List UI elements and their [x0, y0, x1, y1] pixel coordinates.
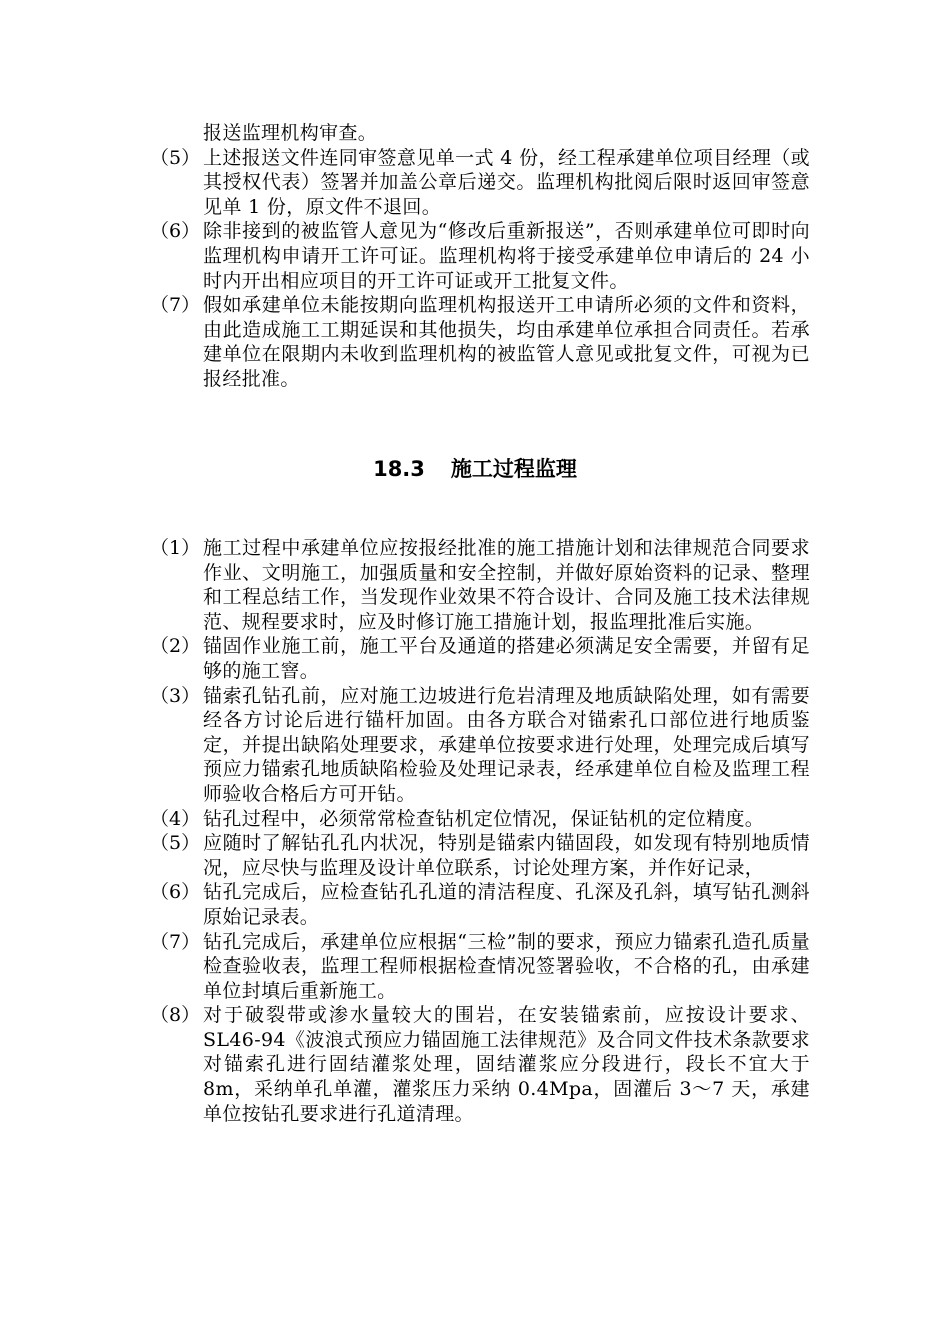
item-text: 施工过程中承建单位应按报经批准的施工措施计划和法律规范合同要求作业、文明施工，加强质量和安全控制，并做好原始资料的记录、整理和工程总结工作，当发现作业效果不符合设计、合同及施工技术法律规范、规程要求时，应及时修订施工措施计划，报监理批准后实施。 — [203, 537, 810, 633]
item-number: （3） — [150, 684, 201, 707]
item-text: 锚固作业施工前，施工平台及通道的搭建必须满足安全需要，并留有足够的施工窨。 — [203, 635, 810, 682]
list-item-7 — [150, 293, 810, 391]
continuation-text: 报送监理机构审查。 — [203, 122, 378, 144]
list-item-5 — [150, 146, 810, 220]
item-text: 钻孔过程中，必须常常检查钻机定位情况，保证钻机的定位精度。 — [203, 807, 765, 830]
item-text: 上述报送文件连同审签意见单一式 4 份，经工程承建单位项目经理（或其授权代表）签署并加盖公章后递交。监理机构批阅后限时返回审签意见单 1 份，原文件不退回。 — [203, 146, 810, 218]
heading-number: 18.3 — [373, 457, 425, 481]
item-text: 钻孔完成后，承建单位应根据“三检”制的要求，预应力锚索孔造孔质量检查验收表，监理工程师根据检查情况签署验收，不合格的孔，由承建单位封填后重新施工。 — [203, 930, 810, 1002]
list-item-2 — [150, 634, 810, 683]
list-item-4 — [150, 807, 810, 832]
item-number: （8） — [150, 1004, 201, 1027]
item-text: 钻孔完成后，应检查钻孔孔道的清洁程度、孔深及孔斜，填写钻孔测斜原始记录表。 — [203, 881, 810, 928]
list-item-1 — [150, 536, 810, 634]
section-heading — [0, 455, 950, 483]
item-text: 假如承建单位未能按期向监理机构报送开工申请所必须的文件和资料，由此造成施工工期延误和其他损失，均由承建单位承担合同责任。若承建单位在限期内未收到监理机构的被监管人意见或批复文件，可视为已报经批准。 — [203, 294, 810, 390]
continuation-paragraph — [150, 121, 810, 146]
item-text: 锚索孔钻孔前，应对施工边坡进行危岩清理及地质缺陷处理，如有需要经各方讨论后进行锚杆加固。由各方联合对锚索孔口部位进行地质鉴定，并提出缺陷处理要求，承建单位按要求进行处理，处理完成后填写预应力锚索孔地质缺陷检验及处理记录表，经承建单位自检及监理工程师验收合格后方可开钻。 — [203, 684, 810, 805]
item-number: （1） — [150, 537, 201, 559]
list-item-5 — [150, 831, 810, 880]
item-text: 应随时了解钻孔孔内状况，特别是锚索内锚固段，如发现有特别地质情况，应尽快与监理及设计单位联系，讨论处理方案，并作好记录， — [203, 832, 810, 879]
section-1 — [150, 121, 810, 392]
item-number: （6） — [150, 881, 201, 904]
list-item-3 — [150, 684, 810, 807]
item-number: （2） — [150, 635, 201, 658]
item-text: 除非接到的被监管人意见为“修改后重新报送”，否则承建单位可即时向监理机构申请开工许可证。监理机构将于接受承建单位申请后的 24 小时内开出相应项目的开工许可证或开工批复文件。 — [203, 220, 810, 292]
list-item-6 — [150, 219, 810, 293]
item-number: （7） — [150, 294, 201, 317]
item-number: （7） — [150, 930, 201, 953]
item-number: （4） — [150, 807, 201, 830]
item-number: （5） — [150, 832, 201, 855]
list-item-7 — [150, 930, 810, 1004]
item-text: 对于破裂带或渗水量较大的围岩，在安装锚索前，应按设计要求、SL46-94《波浪式预应力锚固施工法律规范》及合同文件技术条款要求对锚索孔进行固结灌浆处理，固结灌浆应分段进行，段长不宜大于 8m，采纳单孔单灌，灌浆压力采纳 0.4Mpa，固灌后 3～7 天，承建单位按钻孔要求进行孔道清理。 — [203, 1004, 810, 1125]
heading-title: 施工过程监理 — [450, 457, 577, 481]
list-item-8 — [150, 1003, 810, 1126]
item-number: （5） — [150, 146, 201, 169]
list-item-6 — [150, 880, 810, 929]
section-2 — [150, 536, 810, 1126]
item-number: （6） — [150, 220, 201, 243]
